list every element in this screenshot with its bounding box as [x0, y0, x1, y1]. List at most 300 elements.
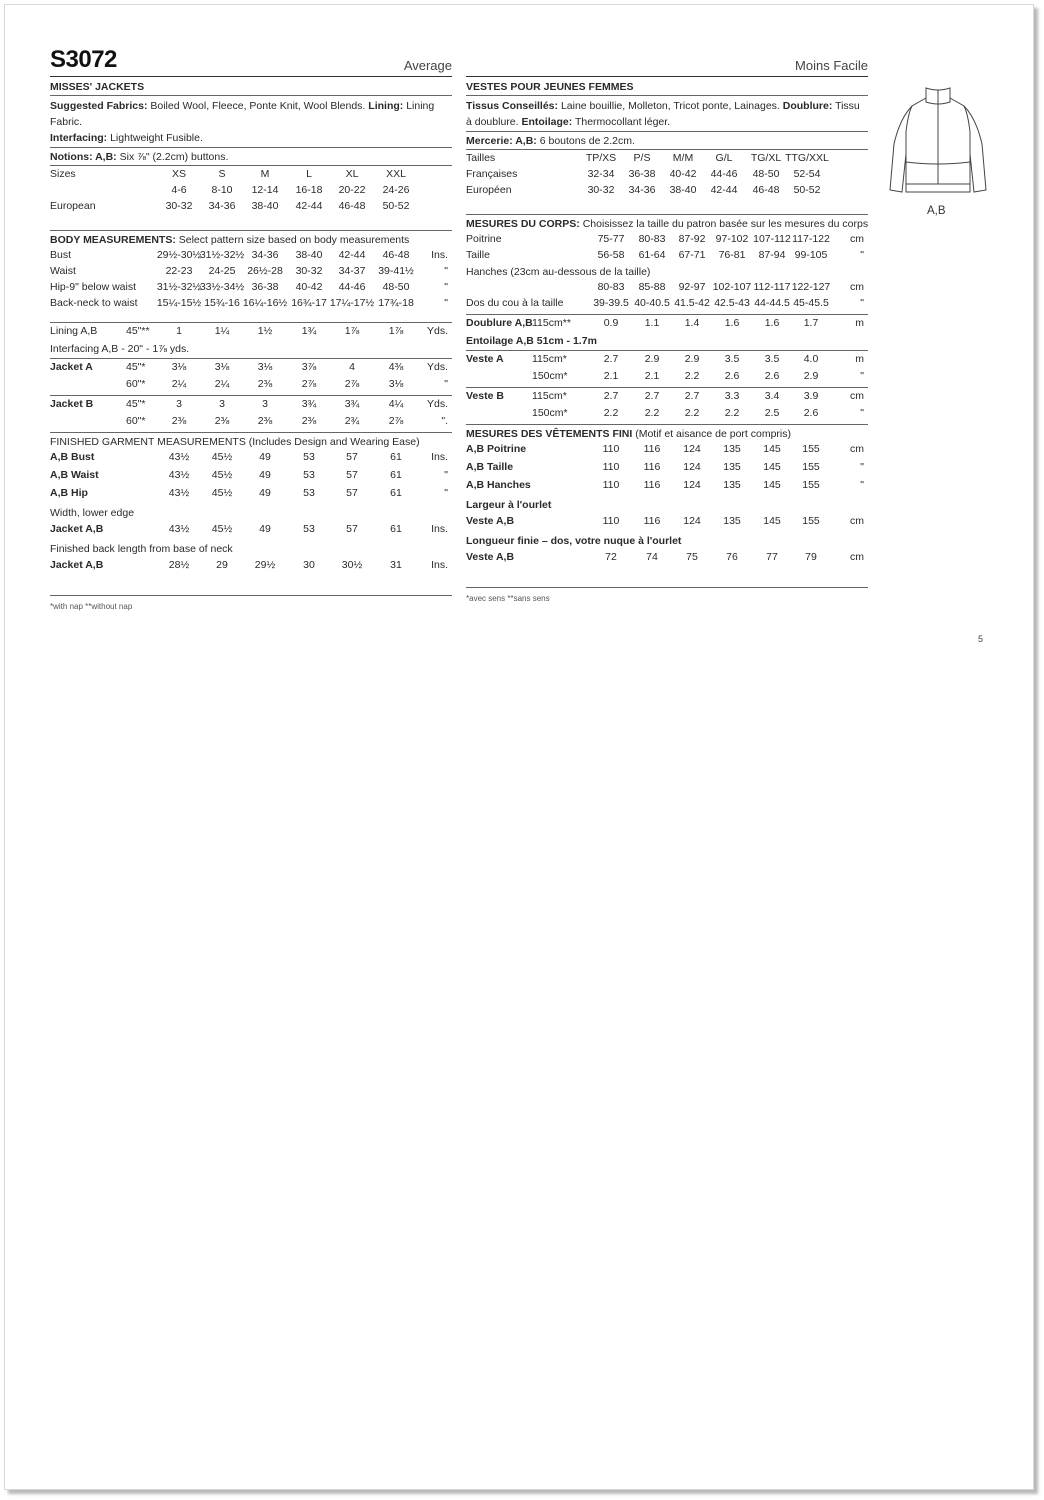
finished-label: A,B Hip: [50, 487, 88, 499]
yardage-value: 4⅜: [388, 361, 404, 373]
back-neck-value: 41.5-42: [674, 297, 710, 309]
unit: Yds.: [426, 398, 448, 410]
sizes-label: Tailles: [466, 152, 496, 164]
yardage-value: 2⅜: [257, 415, 273, 427]
unit: ": [444, 297, 448, 309]
finished-value: 57: [346, 487, 358, 499]
yardage-value: 1¾: [301, 325, 317, 337]
english-column: [50, 44, 452, 611]
fabrics-paragraph: [466, 98, 868, 130]
french-column: [466, 44, 868, 603]
difficulty-level: Average: [403, 58, 452, 73]
finished-label: A,B Poitrine: [466, 443, 527, 455]
sizes-row: [466, 151, 868, 167]
finished-value: 155: [802, 461, 820, 473]
finished-hip-row: [50, 486, 452, 504]
finished-value: 124: [683, 461, 701, 473]
yardage-value: 4: [349, 361, 355, 373]
fabric-width: 150cm*: [532, 370, 568, 382]
finished-label: Jacket A,B: [50, 523, 104, 535]
finished-label: A,B Waist: [50, 469, 99, 481]
bust-value: 75-77: [597, 233, 625, 245]
lining-yardage-label: Lining A,B: [50, 325, 98, 337]
yardage-value: 2.9: [644, 353, 660, 365]
back-neck-label: Back-neck to waist: [50, 297, 138, 309]
yardage-value: 3⅛: [257, 361, 273, 373]
finished-value: 45½: [211, 469, 233, 481]
yardage-value: 3⅛: [171, 361, 187, 373]
yardage-value: 2.5: [764, 407, 780, 419]
back-neck-value: 16¼-16½: [242, 297, 288, 309]
hip-value: 31½-32½: [156, 281, 202, 293]
finished-value: 30: [303, 559, 315, 571]
bust-value: 46-48: [382, 249, 410, 261]
hip-value: 112-117: [753, 281, 791, 293]
back-neck-row: [466, 296, 868, 312]
unit: ": [444, 469, 448, 481]
waist-value: 24-25: [208, 265, 236, 277]
lining-text: Tissu à doublure.: [466, 100, 860, 128]
width-lower-edge-row: [466, 514, 868, 532]
width-lower-edge-row: [50, 522, 452, 540]
garment-title: MISSES' JACKETS: [50, 81, 145, 93]
finished-value: 43½: [168, 523, 190, 535]
finished-value: 61: [390, 469, 402, 481]
hip-row: [466, 280, 868, 296]
finished-value: 53: [303, 451, 315, 463]
eu-size: 38-40: [251, 200, 279, 212]
finished-value: 53: [303, 523, 315, 535]
finished-label: A,B Bust: [50, 451, 95, 463]
yardage-value: 2⅜: [171, 415, 187, 427]
eu-size: 34-36: [208, 200, 236, 212]
yardage-value: 2.2: [724, 407, 740, 419]
fabric-width: 45"**: [126, 325, 150, 337]
yardage-value: 1⅞: [344, 325, 360, 337]
yardage-value: 2.7: [603, 390, 619, 402]
fabrics-label: Suggested Fabrics:: [50, 100, 148, 112]
finished-value: 72: [605, 551, 617, 563]
width-lower-edge-heading: Width, lower edge: [50, 507, 135, 519]
notions-line: [466, 133, 868, 149]
finished-value: 135: [723, 461, 741, 473]
yardage-value: 3¾: [301, 398, 317, 410]
jacket-a-row-2: [466, 369, 868, 386]
eu-size: 30-32: [165, 200, 193, 212]
size-code: TG/XL: [750, 152, 782, 164]
yardage-value: 1.1: [644, 317, 660, 329]
finished-value: 116: [643, 515, 661, 527]
unit: ": [860, 370, 864, 382]
size-code: M: [260, 168, 270, 180]
fr-size: 48-50: [752, 168, 780, 180]
hip-value: 122-127: [791, 281, 831, 293]
notions-line: [50, 149, 452, 165]
eu-size: 50-52: [382, 200, 410, 212]
hip-value: 92-97: [678, 281, 706, 293]
yardage-value: 2¼: [214, 378, 230, 390]
yardage-value: 3.9: [803, 390, 819, 402]
finished-value: 155: [802, 515, 820, 527]
jacket-a-row-1: [466, 352, 868, 369]
waist-value: 99-105: [794, 249, 828, 261]
fabric-width: 60"*: [126, 415, 146, 427]
body-measurements-title: BODY MEASUREMENTS:: [50, 234, 176, 246]
yardage-value: 2.9: [684, 353, 700, 365]
interfacing-yardage-line: Entoilage A,B 51cm - 1.7m: [466, 335, 597, 347]
illustration-label: A,B: [927, 205, 946, 217]
eu-size: 50-52: [793, 184, 821, 196]
bust-value: 29½-30½: [156, 249, 202, 261]
eu-size: 42-44: [710, 184, 738, 196]
fabric-width: 45"*: [126, 361, 146, 373]
finished-measurements-heading: [466, 426, 868, 442]
size-code: G/L: [715, 152, 733, 164]
back-neck-value: 40-40.5: [634, 297, 670, 309]
difficulty-level: Moins Facile: [795, 58, 868, 73]
waist-value: 22-23: [165, 265, 193, 277]
finished-measurements-title: MESURES DES VÊTEMENTS FINI: [466, 428, 633, 440]
jacket-b-label: Veste B: [466, 390, 504, 402]
yardage-value: 3: [262, 398, 268, 410]
finished-value: 110: [602, 443, 620, 455]
finished-value: 145: [763, 479, 781, 491]
unit: cm: [850, 443, 864, 455]
finished-label: Veste A,B: [466, 551, 515, 563]
bust-value: 107-112: [753, 233, 791, 245]
jacket-b-label: Jacket B: [50, 398, 94, 410]
finished-value: 43½: [168, 469, 190, 481]
waist-value: 39-41½: [378, 265, 414, 277]
finished-value: 57: [346, 469, 358, 481]
yardage-value: 3¾: [344, 398, 360, 410]
back-neck-value: 44-44.5: [754, 297, 790, 309]
hip-value: 102-107: [712, 281, 752, 293]
bust-value: 87-92: [678, 233, 706, 245]
size-code: TP/XS: [585, 152, 617, 164]
yardage-value: 2⅜: [257, 378, 273, 390]
bust-value: 38-40: [295, 249, 323, 261]
finished-value: 61: [390, 523, 402, 535]
back-neck-value: 17¾-18: [378, 297, 414, 309]
finished-value: 61: [390, 487, 402, 499]
fabrics-text: Boiled Wool, Fleece, Ponte Knit, Wool Blends.: [150, 100, 366, 112]
size-code: M/M: [672, 152, 694, 164]
bust-value: 42-44: [338, 249, 366, 261]
bust-label: Poitrine: [466, 233, 502, 245]
jacket-a-label: Veste A: [466, 353, 504, 365]
finished-value: 110: [602, 515, 620, 527]
us-size: 16-18: [295, 184, 323, 196]
unit: cm: [850, 281, 864, 293]
jacket-illustration: [886, 84, 990, 220]
jacket-b-row-2: [50, 414, 452, 431]
garment-title: VESTES POUR JEUNES FEMMES: [466, 81, 634, 93]
unit: cm: [850, 515, 864, 527]
jacket-a-row-1: [50, 360, 452, 377]
yardage-value: 1.6: [764, 317, 780, 329]
yardage-value: 2.7: [603, 353, 619, 365]
yardage-value: 2.1: [603, 370, 619, 382]
yardage-value: 3.5: [764, 353, 780, 365]
hip-label: Hip-9" below waist: [50, 281, 137, 293]
eu-size: 34-36: [628, 184, 656, 196]
fabric-width: 115cm*: [532, 390, 567, 402]
us-size: 8-10: [211, 184, 233, 196]
page-edge-mark: 5: [978, 634, 984, 644]
finished-value: 79: [805, 551, 817, 563]
nap-footnote: *avec sens **sans sens: [466, 594, 550, 603]
finished-value: 28½: [168, 559, 190, 571]
finished-value: 45½: [211, 451, 233, 463]
yardage-value: 2.1: [644, 370, 660, 382]
hip-value: 33½-34½: [199, 281, 245, 293]
finished-value: 31: [390, 559, 402, 571]
finished-waist-row: [50, 468, 452, 486]
jacket-b-row-2: [466, 406, 868, 423]
finished-value: 30½: [341, 559, 363, 571]
waist-label: Waist: [50, 265, 76, 277]
finished-value: 135: [723, 515, 741, 527]
yardage-value: 3⅞: [301, 361, 317, 373]
fr-size: 36-38: [628, 168, 656, 180]
size-code: TTG/XXL: [785, 152, 829, 164]
finished-value: 110: [602, 461, 620, 473]
eu-size: 30-32: [587, 184, 615, 196]
size-code: XL: [345, 168, 359, 180]
finished-value: 53: [303, 487, 315, 499]
yardage-value: 2.6: [764, 370, 780, 382]
yardage-value: 3: [176, 398, 182, 410]
us-size: 20-22: [338, 184, 366, 196]
body-measurements-title: MESURES DU CORPS:: [466, 218, 580, 230]
finished-value: 57: [346, 523, 358, 535]
fr-size: 44-46: [710, 168, 738, 180]
yardage-value: 2.2: [684, 370, 700, 382]
european-sizes-row: [50, 199, 452, 215]
hip-value: 40-42: [295, 281, 323, 293]
finished-value: 74: [646, 551, 658, 563]
finished-value: 29: [216, 559, 228, 571]
finished-hip-row: [466, 478, 868, 496]
bust-row: [50, 248, 452, 264]
yardage-value: 1: [176, 325, 182, 337]
yardage-value: 1¼: [214, 325, 230, 337]
eu-size: 46-48: [338, 200, 366, 212]
size-code: S: [218, 168, 226, 180]
fabric-width: 150cm*: [532, 407, 568, 419]
fabrics-text: Laine bouillie, Molleton, Tricot ponte, Lainages.: [560, 100, 780, 112]
yardage-value: 1.6: [724, 317, 740, 329]
us-size: 24-26: [382, 184, 410, 196]
european-label: European: [50, 200, 96, 212]
waist-row: [50, 264, 452, 280]
jacket-b-row-1: [50, 397, 452, 414]
back-neck-label: Dos du cou à la taille: [466, 297, 564, 309]
bust-row: [466, 232, 868, 248]
yardage-value: 2.2: [684, 407, 700, 419]
unit: cm: [850, 551, 864, 563]
unit: Ins.: [431, 451, 448, 463]
yardage-value: 0.9: [603, 317, 619, 329]
yardage-value: 2⅞: [388, 415, 404, 427]
lining-row: [466, 316, 868, 333]
unit: Ins.: [431, 559, 448, 571]
french-sizes-label: Françaises: [466, 168, 518, 180]
waist-value: 56-58: [597, 249, 625, 261]
yardage-value: 3.4: [764, 390, 780, 402]
yardage-value: 2.2: [644, 407, 660, 419]
finished-value: 76: [726, 551, 738, 563]
unit: Ins.: [431, 523, 448, 535]
finished-value: 49: [259, 487, 271, 499]
body-measurements-subtitle: Choisissez la taille du patron basée sur les mesures du corps: [582, 218, 869, 230]
finished-value: 116: [643, 479, 661, 491]
european-sizes-row: [466, 183, 868, 199]
back-neck-value: 16¾-17: [291, 297, 327, 309]
lining-row: [50, 324, 452, 341]
unit: cm: [850, 390, 864, 402]
body-measurements-subtitle: Select pattern size based on body measurements: [178, 234, 410, 246]
finished-label: Jacket A,B: [50, 559, 104, 571]
finished-value: 45½: [211, 523, 233, 535]
unit: ": [444, 487, 448, 499]
lining-yardage-label: Doublure A,B: [466, 317, 533, 329]
unit: ": [444, 378, 448, 390]
size-code: P/S: [633, 152, 651, 164]
waist-value: 87-94: [758, 249, 786, 261]
yardage-value: 2.9: [803, 370, 819, 382]
yardage-value: 2.7: [644, 390, 660, 402]
finished-value: 75: [686, 551, 698, 563]
unit: ": [860, 297, 864, 309]
unit: ": [860, 407, 864, 419]
yardage-value: 1⅞: [388, 325, 404, 337]
finished-bust-row: [50, 450, 452, 468]
interfacing-text: Thermocollant léger.: [574, 116, 671, 128]
unit: ": [444, 265, 448, 277]
jacket-b-row-1: [466, 389, 868, 406]
fr-size: 52-54: [793, 168, 821, 180]
yardage-value: 2¼: [171, 378, 187, 390]
nap-footnote: *with nap **without nap: [50, 602, 133, 611]
yardage-value: 2¾: [344, 415, 360, 427]
finished-value: 116: [643, 443, 661, 455]
waist-label: Taille: [466, 249, 490, 261]
finished-bust-row: [466, 442, 868, 460]
waist-value: 34-37: [338, 265, 366, 277]
finished-value: 145: [763, 515, 781, 527]
finished-label: Veste A,B: [466, 515, 515, 527]
hip-value: 36-38: [251, 281, 279, 293]
yardage-value: 2.2: [603, 407, 619, 419]
yardage-value: 2.6: [724, 370, 740, 382]
fr-size: 40-42: [669, 168, 697, 180]
finished-value: 135: [723, 443, 741, 455]
eu-size: 42-44: [295, 200, 323, 212]
waist-value: 30-32: [295, 265, 323, 277]
yardage-value: 4¼: [388, 398, 404, 410]
finished-value: 61: [390, 451, 402, 463]
lining-text: Lining Fabric.: [50, 100, 435, 128]
fabric-width: 115cm**: [532, 317, 571, 329]
eu-size: 38-40: [669, 184, 697, 196]
back-neck-value: 15¼-15½: [156, 297, 202, 309]
finished-value: 49: [259, 469, 271, 481]
size-code: XS: [171, 168, 186, 180]
waist-value: 61-64: [638, 249, 666, 261]
jacket-a-label: Jacket A: [50, 361, 93, 373]
yardage-value: 2.7: [684, 390, 700, 402]
hip-value: 85-88: [638, 281, 666, 293]
finished-value: 145: [763, 461, 781, 473]
eu-size: 46-48: [752, 184, 780, 196]
notions-text: 6 boutons de 2.2cm.: [539, 135, 635, 147]
finished-value: 45½: [211, 487, 233, 499]
lining-label: Lining:: [368, 100, 404, 112]
back-neck-value: 17¼-17½: [329, 297, 375, 309]
back-neck-row: [50, 296, 452, 312]
yardage-value: 2.6: [803, 407, 819, 419]
interfacing-yardage-line: Interfacing A,B - 20" - 1⅞ yds.: [50, 343, 190, 355]
bust-value: 34-36: [251, 249, 279, 261]
yardage-value: 3: [219, 398, 225, 410]
waist-value: 76-81: [718, 249, 746, 261]
back-length-row: [50, 558, 452, 576]
unit: Yds.: [426, 361, 448, 373]
finished-measurements-subtitle: (Includes Design and Wearing Ease): [248, 436, 420, 448]
sizes-label: Sizes: [50, 168, 76, 180]
yardage-value: 3.5: [724, 353, 740, 365]
size-code: L: [306, 168, 312, 180]
finished-value: 29½: [254, 559, 276, 571]
unit: m: [855, 353, 864, 365]
notions-label: Notions: A,B:: [50, 151, 117, 163]
hip-value: 80-83: [597, 281, 625, 293]
back-neck-value: 39-39.5: [593, 297, 629, 309]
bust-value: 117-122: [792, 233, 830, 245]
body-measurements-heading: [50, 232, 452, 248]
finished-value: 43½: [168, 487, 190, 499]
unit: Ins.: [431, 249, 448, 261]
yardage-value: 2⅞: [301, 378, 317, 390]
us-size: 12-14: [251, 184, 279, 196]
yardage-value: 2⅞: [344, 378, 360, 390]
bust-value: 31½-32½: [199, 249, 245, 261]
notions-label: Mercerie: A,B:: [466, 135, 537, 147]
back-neck-value: 42.5-43: [714, 297, 750, 309]
yardage-value: 4.0: [803, 353, 819, 365]
finished-measurements-title: FINISHED GARMENT MEASUREMENTS: [50, 436, 246, 448]
finished-value: 155: [802, 443, 820, 455]
unit: ": [860, 479, 864, 491]
finished-value: 145: [763, 443, 781, 455]
finished-value: 53: [303, 469, 315, 481]
fabrics-paragraph: [50, 98, 452, 146]
finished-label: A,B Taille: [466, 461, 514, 473]
unit: ": [860, 461, 864, 473]
yardage-value: 2⅜: [301, 415, 317, 427]
waist-row: [466, 248, 868, 264]
finished-value: 43½: [168, 451, 190, 463]
unit: m: [855, 317, 864, 329]
back-neck-value: 15¾-16: [204, 297, 240, 309]
unit: ": [860, 249, 864, 261]
yardage-value: 3⅛: [388, 378, 404, 390]
bust-label: Bust: [50, 249, 72, 261]
fabric-width: 60"*: [126, 378, 146, 390]
finished-value: 155: [802, 479, 820, 491]
